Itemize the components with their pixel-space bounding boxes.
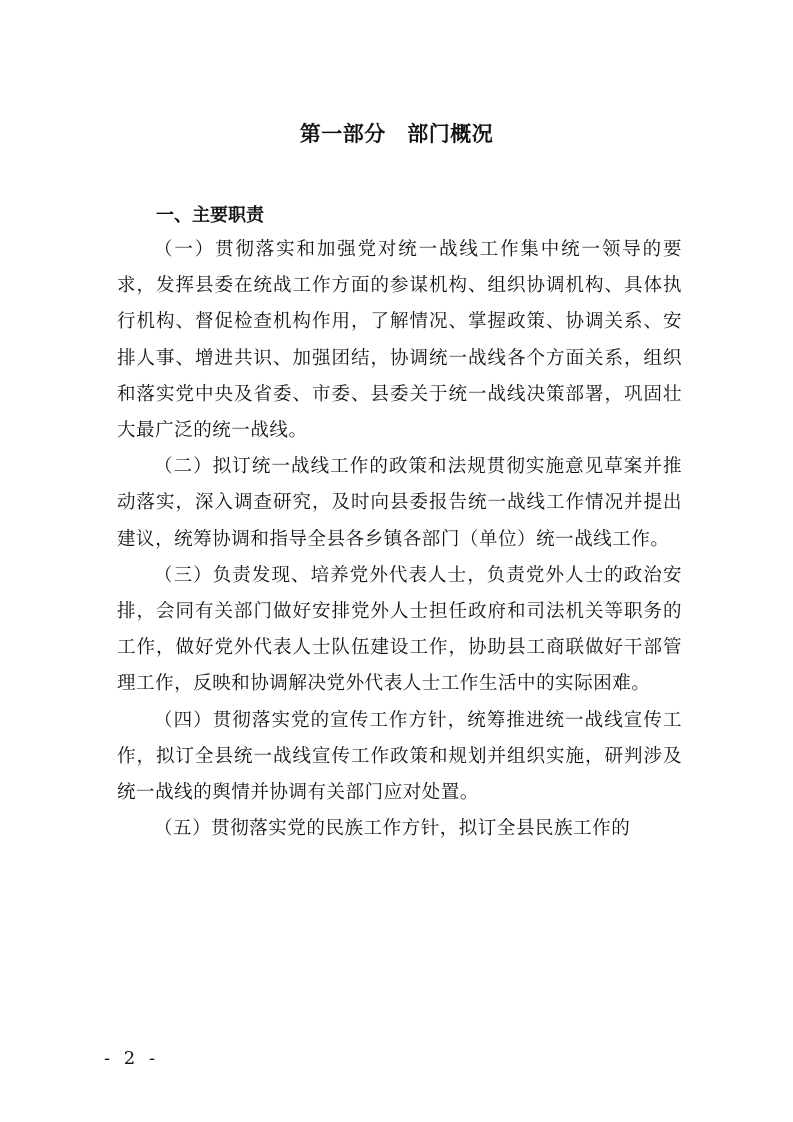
page-number: - 2 -	[104, 1048, 160, 1069]
paragraph-duty-1: （一）贯彻落实和加强党对统一战线工作集中统一领导的要求，发挥县委在统战工作方面的参谋机构、组织协调机构、具体执行机构、督促检查机构作用，了解情况、掌握政策、协调关系、安排人事、增进共识、加强团结，协调统一战线各个方面关系，组织和落实党中央及省委、市委、县委关于统一战线决策部署，巩固壮大最广泛的统一战线。	[117, 239, 682, 442]
paragraph-duty-4: （四）贯彻落实党的宣传工作方针，统筹推进统一战线宣传工作，拟订全县统一战线宣传工作政策和规划并组织实施，研判涉及统一战线的舆情并协调有关部门应对处置。	[117, 709, 682, 804]
paragraph-duty-2: （二）拟订统一战线工作的政策和法规贯彻实施意见草案并推动落实，深入调查研究，及时向县委报告统一战线工作情况并提出建议，统筹协调和指导全县各乡镇各部门（单位）统一战线工作。	[117, 456, 682, 550]
section-heading: 一、主要职责	[156, 205, 264, 226]
document-body	[117, 232, 682, 847]
page-title: 第一部分 部门概况	[299, 122, 494, 146]
paragraph-duty-3: （三）负责发现、培养党外代表人士，负责党外人士的政治安排，会同有关部门做好安排党外人士担任政府和司法机关等职务的工作，做好党外代表人士队伍建设工作，协助县工商联做好干部管理工作，反映和协调解决党外代表人士工作生活中的实际困难。	[117, 564, 682, 695]
paragraph-duty-5: （五）贯彻落实党的民族工作方针，拟订全县民族工作的	[154, 818, 631, 840]
